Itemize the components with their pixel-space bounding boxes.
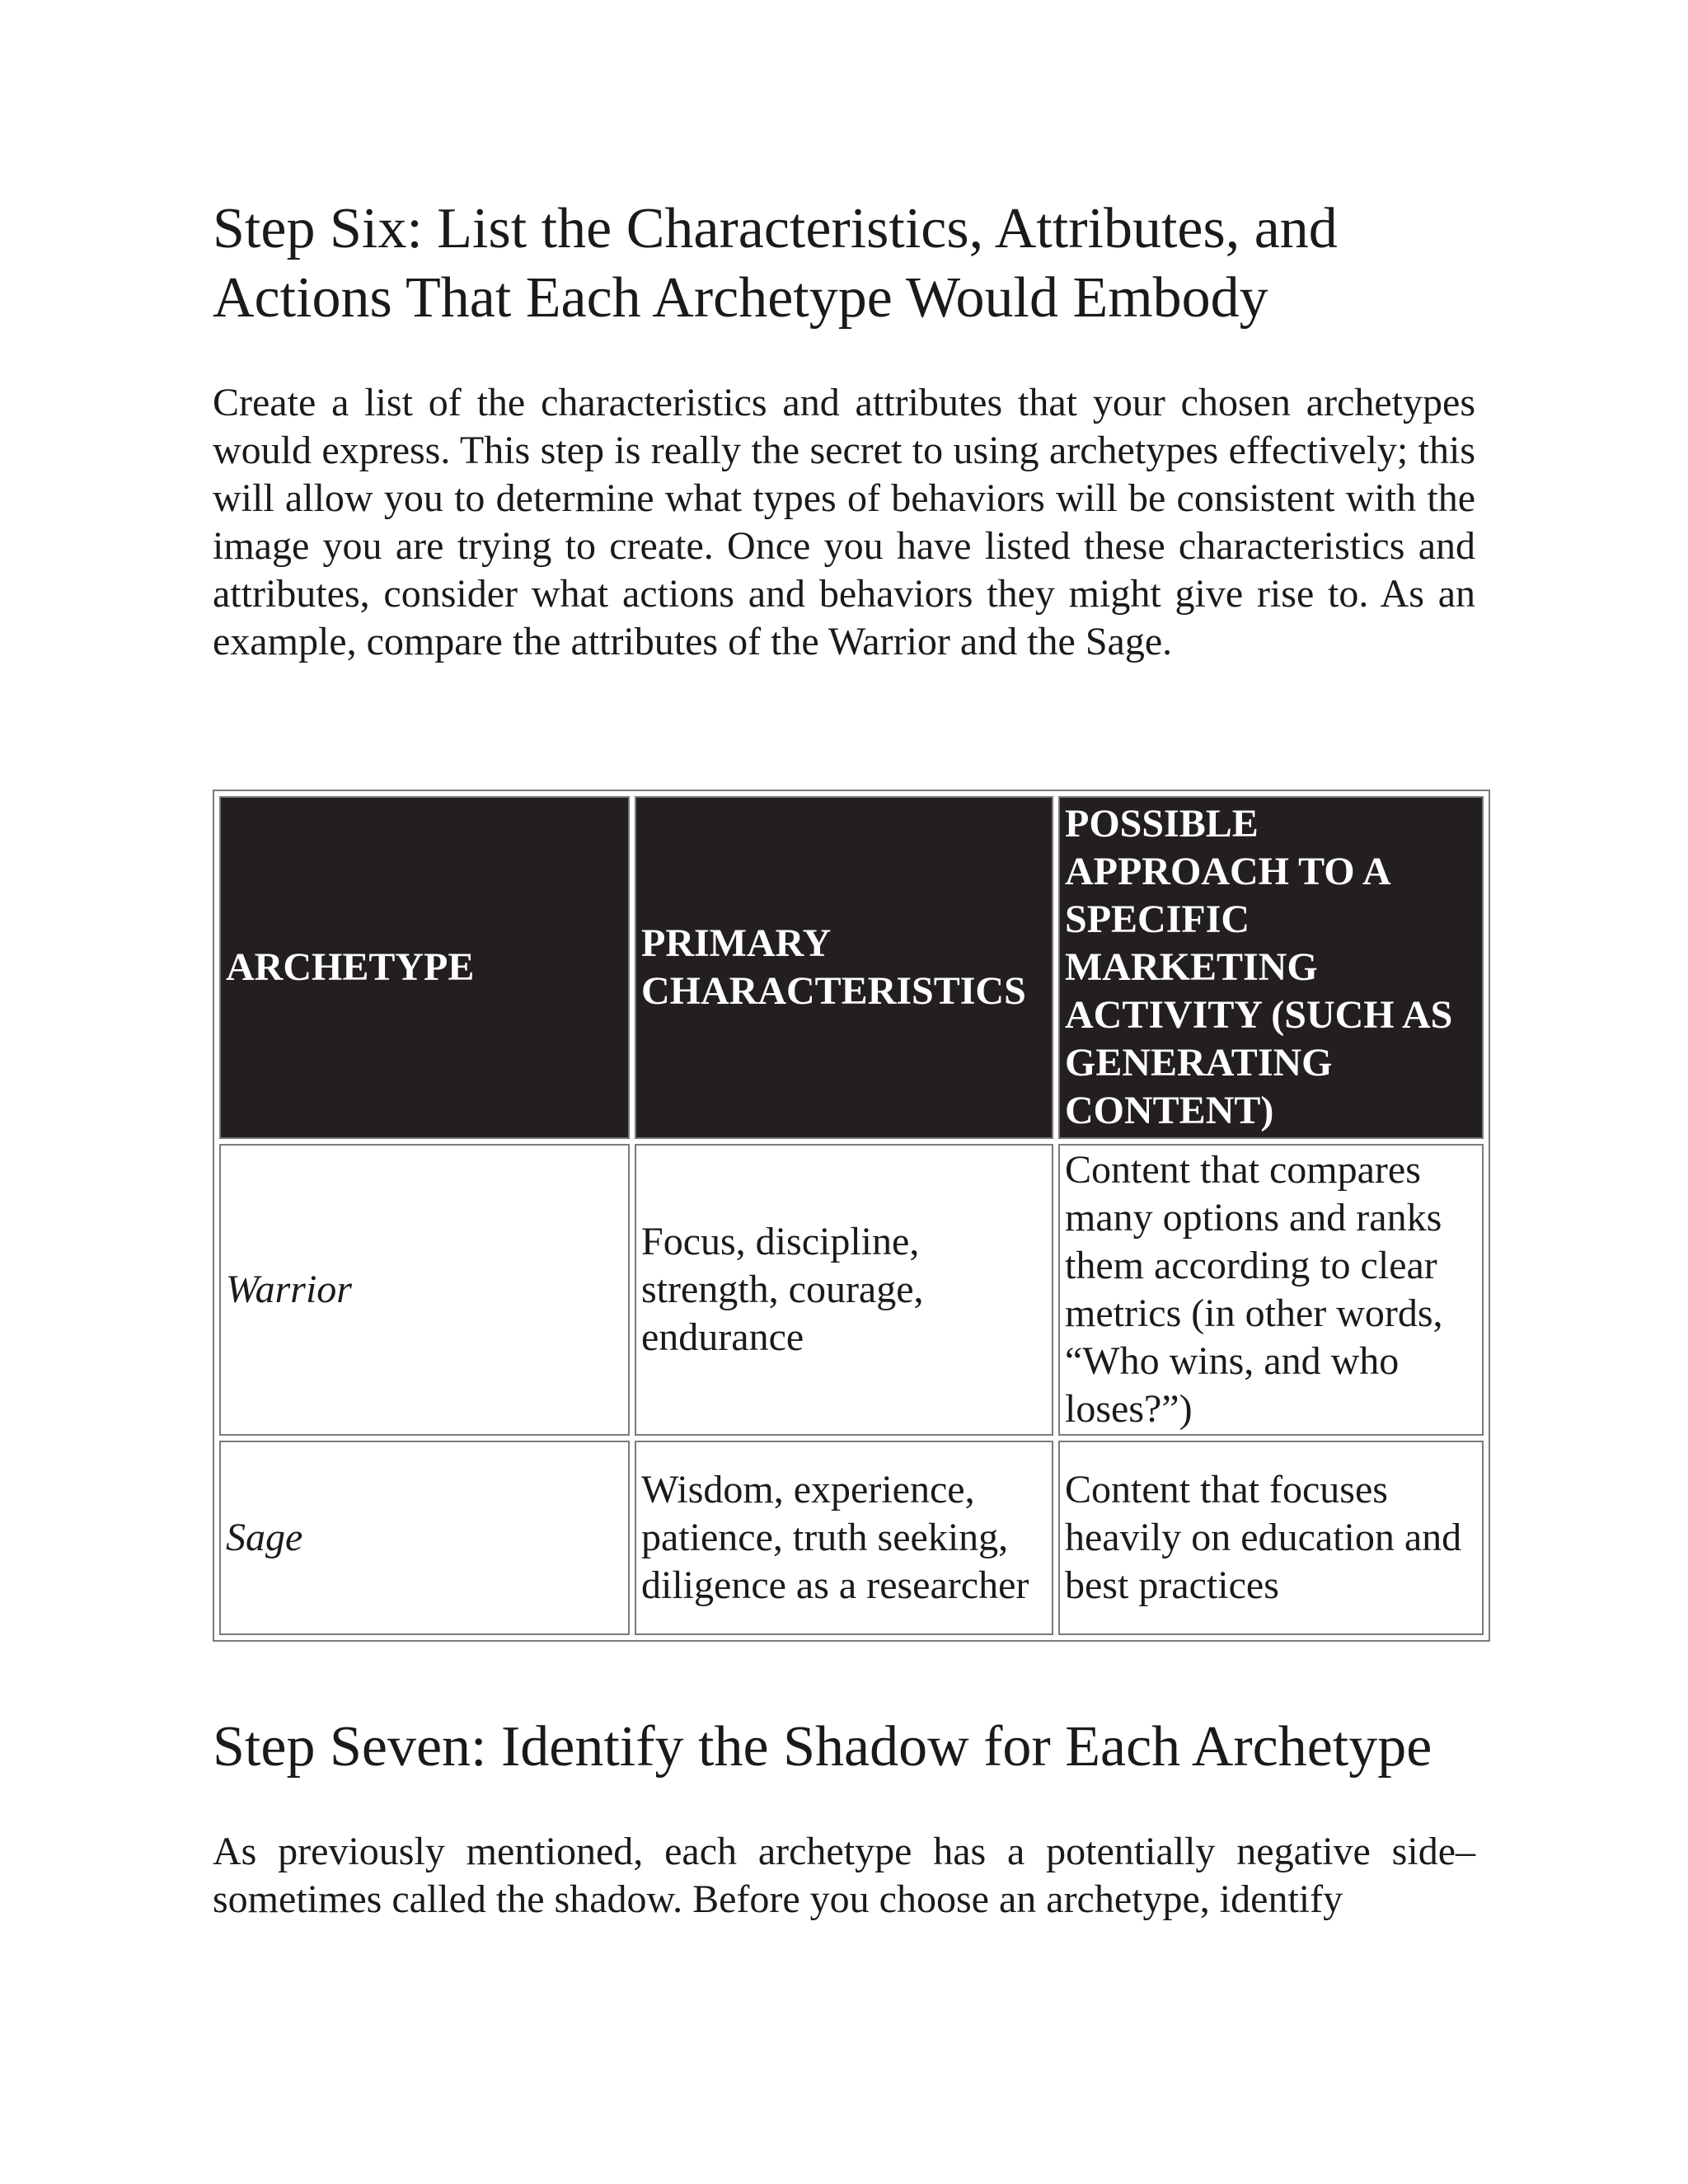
table-header-row: [219, 796, 1484, 1139]
table-row: [219, 1144, 1484, 1436]
header-primary-characteristics: PRIMARY CHARACTERISTICS: [635, 796, 1053, 1139]
step-seven-heading: Step Seven: Identify the Shadow for Each Archetype: [213, 1715, 1432, 1779]
approach-cell: Content that compares many options and ranks them according to clear metrics (in other words, “Who wins, and who loses?”): [1058, 1144, 1484, 1436]
header-marketing-approach: POSSIBLE APPROACH TO A SPECIFIC MARKETING ACTIVITY (SUCH AS GENERATING CONTENT): [1058, 796, 1484, 1139]
document-page: [213, 194, 1475, 1924]
approach-cell: Content that focuses heavily on education and best practices: [1058, 1441, 1484, 1635]
archetype-cell: Warrior: [219, 1144, 630, 1436]
step-six-paragraph: Create a list of the characteristics and attributes that your chosen archetypes would express. This step is really the secret to using archetypes effectively; this will allow you to determine what types of behaviors will be consistent with the image you are trying to create. Once you have listed these characteristics and attributes, consider what actions and behaviors they might give rise to. As an example, compare the attributes of the Warrior and the Sage.: [213, 381, 1475, 663]
characteristics-cell: Wisdom, experience, patience, truth seeking, diligence as a researcher: [635, 1441, 1053, 1635]
step-seven-paragraph: As previously mentioned, each archetype has a potentially negative side–sometimes called the shadow. Before you choose an archetype, identify: [213, 1830, 1475, 1921]
characteristics-cell: Focus, discipline, strength, courage, endurance: [635, 1144, 1053, 1436]
header-archetype: ARCHETYPE: [219, 796, 630, 1139]
table-row: [219, 1441, 1484, 1635]
archetype-table: [213, 790, 1490, 1642]
step-six-heading: Step Six: List the Characteristics, Attributes, and Actions That Each Archetype Would Embody: [213, 197, 1338, 330]
archetype-cell: Sage: [219, 1441, 630, 1635]
